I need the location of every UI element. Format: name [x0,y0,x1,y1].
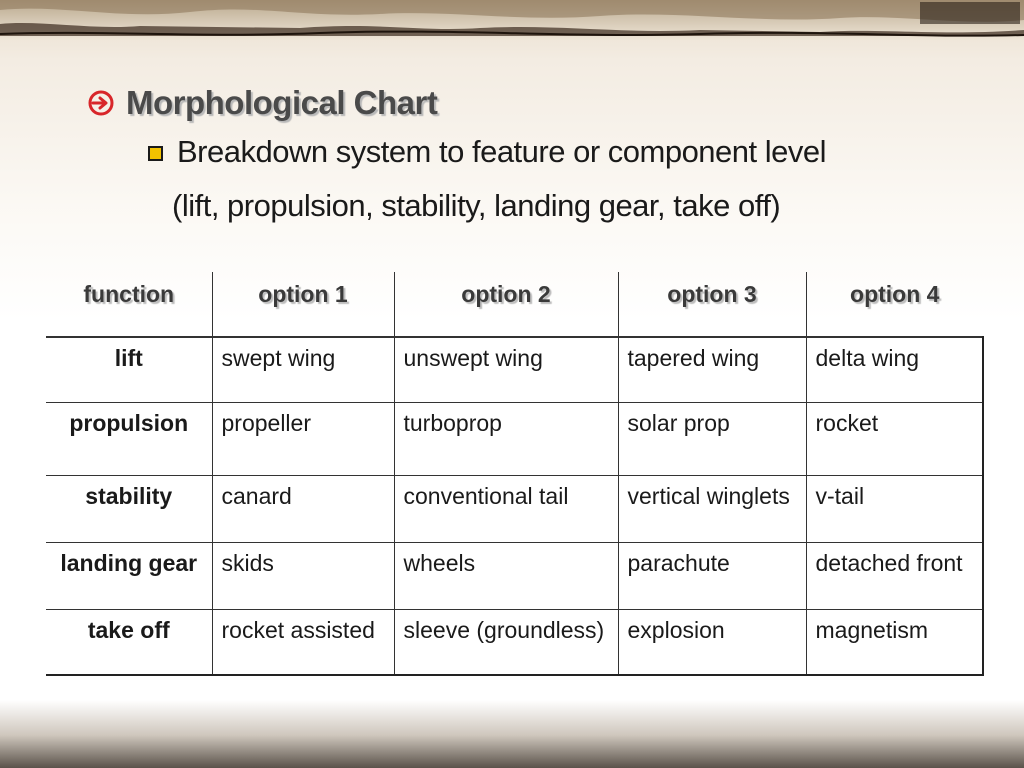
option-cell: skids [212,543,394,610]
option-cell: turboprop [394,403,618,476]
option-cell: vertical winglets [618,476,806,543]
option-cell: wheels [394,543,618,610]
top-banner-decoration [0,0,1024,40]
option-cell: delta wing [806,337,983,403]
option-cell: unswept wing [394,337,618,403]
function-cell: landing gear [46,543,212,610]
header-cell: function [46,272,212,337]
subtitle-row [148,134,826,170]
function-cell: propulsion [46,403,212,476]
table-header-row [46,272,983,337]
header-cell: option 1 [212,272,394,337]
option-cell: propeller [212,403,394,476]
square-bullet-icon [148,146,163,161]
title-row [88,84,437,122]
function-cell: stability [46,476,212,543]
arrow-bullet-icon [88,90,114,116]
option-cell: tapered wing [618,337,806,403]
slide-title: Morphological Chart [126,84,438,121]
option-cell: rocket assisted [212,610,394,676]
table-row [46,403,983,476]
table-row [46,337,983,403]
table-row [46,543,983,610]
option-cell: magnetism [806,610,983,676]
table-row [46,610,983,676]
option-cell: solar prop [618,403,806,476]
option-cell: swept wing [212,337,394,403]
option-cell: detached front [806,543,983,610]
header-cell: option 3 [618,272,806,337]
option-cell: v-tail [806,476,983,543]
option-cell: rocket [806,403,983,476]
morphological-table [46,272,984,676]
option-cell: parachute [618,543,806,610]
function-cell: lift [46,337,212,403]
option-cell: conventional tail [394,476,618,543]
subtitle-line-1: Breakdown system to feature or component level [177,134,827,169]
header-cell: option 2 [394,272,618,337]
option-cell: sleeve (groundless) [394,610,618,676]
option-cell: explosion [618,610,806,676]
option-cell: canard [212,476,394,543]
function-cell: take off [46,610,212,676]
subtitle-line-2: (lift, propulsion, stability, landing gear, take off) [172,188,781,223]
header-cell: option 4 [806,272,983,337]
table-row [46,476,983,543]
